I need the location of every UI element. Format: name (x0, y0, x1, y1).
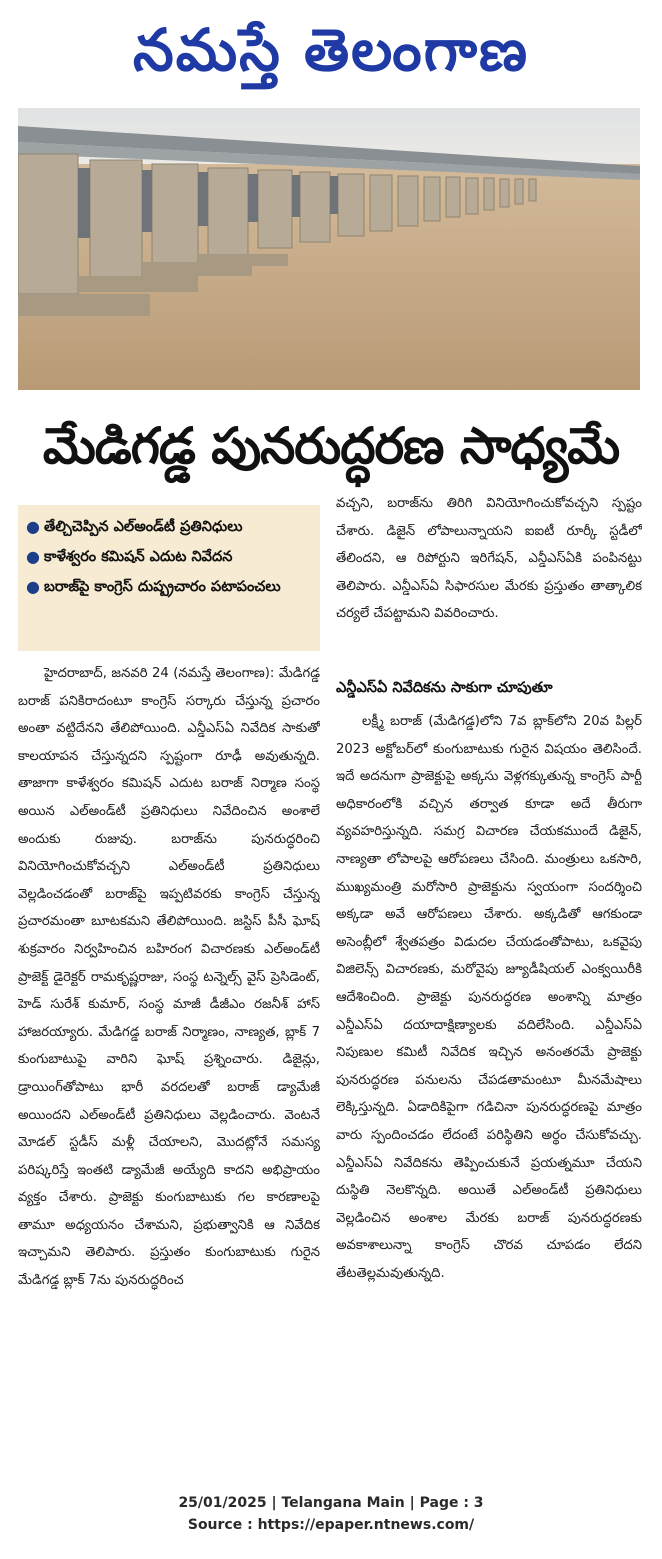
highlight-text: కాళేశ్వరం కమిషన్‌ ఎదుట నివేదన (44, 549, 233, 565)
highlight-item (26, 545, 312, 569)
page-footer (0, 1492, 662, 1536)
article-right-column-bottom (336, 708, 642, 1470)
highlight-text: తేల్చిచెప్పిన ఎల్‌అండ్‌టీ ప్రతినిధులు (44, 519, 243, 535)
article-body-text: హైదరాబాద్‌, జనవరి 24 (నమస్తే తెలంగాణ): మేడిగడ్డ బరాజ్‌ పనికిరాదంటూ కాంగ్రెస్‌ సర్కారు చేస్తున్న ప్రచారం అంతా వట్టిదేనని తేలిపోయింది. ఎన్డీఎస్‌ఏ నివేదిక సాకుతో కాలయాపన చేస్తున్నదని స్పష్టంగా రూఢీ అవుతున్నది. తాజాగా కాళేశ్వరం కమిషన్‌ ఎదుట బరాజ్‌ నిర్మాణ సంస్థ అయిన ఎల్‌అండ్‌టీ ప్రతినిధులు నివేదించిన అంశాలే అందుకు రుజువు. బరాజ్‌ను పునరుద్ధరించి వినియోగించుకోవచ్చని ఎల్‌అండ్‌టీ ప్రతినిధులు వెల్లడించడంతో బరాజ్‌పై ఇప్పటివరకు కాంగ్రెస్‌ చేస్తున్న ప్రచారమంతా బూటకమని తేలిపోయింది. జస్టిస్‌ పీసీ ఘోష్‌ శుక్రవారం నిర్వహించిన బహిరంగ విచారణకు ఎల్‌అండ్‌టీ ప్రాజెక్ట్‌ డైరెక్టర్‌ రామకృష్ణరాజు, సంస్థ టన్నెల్స్‌ వైస్‌ ప్రెసిడెంట్‌, హెడ్‌ సురేశ్‌ కుమార్‌, సంస్థ మాజీ డీజీఎం రజనీశ్‌ హాస్‌ హాజరయ్యారు. మేడిగడ్డ బరాజ్‌ నిర్మాణం, నాణ్యత, బ్లాక్‌ 7 కుంగుబాటుపై వారిని ఘోష్‌ ప్రశ్నించారు. డిజైన్లు, డ్రాయింగ్‌తోపాటు భారీ వరదలతో బరాజ్‌ డ్యామేజీ అయిందని ఎల్‌అండ్‌టీ ప్రతినిధులు వెల్లడించారు. వెంటనే మోడల్‌ స్టడీస్‌ మళ్లీ చేయాలని, మొదట్లోనే సమస్య పరిష్కరిస్తే ఇంతటి డ్యామేజీ అయ్యేది కాదని అభిప్రాయం వ్యక్తం చేశారు. ప్రాజెక్టు కుంగుబాటుకు గల కారణాలపై తామూ అధ్యయనం చేశామని, ప్రభుత్వానికి ఆ నివేదిక ఇచ్చామని తెలిపారు. ప్రస్తుతం కుంగుబాటుకు గురైన మేడిగడ్డ బ్లాక్‌ 7ను పునరుద్ధరించ (18, 666, 320, 1289)
bullet-icon: ● (26, 517, 40, 536)
footer-date-line: 25/01/2025 | Telangana Main | Page : 3 (178, 1495, 484, 1511)
bullet-icon: ● (26, 577, 40, 596)
masthead-logo: నమస్తే తెలంగాణ (133, 16, 529, 84)
section-subheading: ఎన్డీఎస్‌ఏ నివేదికను సాకుగా చూపుతూ (336, 680, 553, 696)
article-left-column (18, 660, 320, 1468)
article-right-column-top (336, 490, 642, 660)
barrage-photo-image (18, 108, 640, 390)
footer-source-line: Source : https://epaper.ntnews.com/ (187, 1517, 475, 1533)
highlight-item (26, 515, 312, 539)
article-body-text: వచ్చని, బరాజ్‌ను తిరిగి వినియోగించుకోవచ్చని స్పష్టం చేశారు. డిజైన్‌ లోపాలున్నాయని ఐఐటీ రూర్కీ స్టడీలో తేలిందని, ఆ రిపోర్టుని ఇరిగేషన్‌, ఎన్డీఎస్‌ఏకి పంపినట్టు తెలిపారు. ఎన్డీఎస్‌ఏ సిఫారసుల మేరకు ప్రస్తుతం తాత్కాలిక చర్యలే చేపట్టామని వివరించారు. (336, 496, 642, 622)
highlight-item (26, 575, 312, 599)
bullet-icon: ● (26, 547, 40, 566)
highlights-box (18, 505, 320, 651)
barrage-photo (18, 108, 640, 390)
article-body-text: లక్ష్మీ బరాజ్‌ (మేడిగడ్డ)లోని 7వ బ్లాక్‌లోని 20వ పిల్లర్‌ 2023 అక్టోబర్‌లో కుంగుబాటుకు గురైన విషయం తెలిసిందే. ఇదే అదనుగా ప్రాజెక్టుపై అక్కసు వెళ్లగక్కుతున్న కాంగ్రెస్‌ పార్టీ అధికారంలోకి వచ్చిన తర్వాత కూడా అదే తీరుగా వ్యవహరిస్తున్నది. సమగ్ర విచారణ చేయకముందే డిజైన్‌, నాణ్యతా లోపాలపై ఆరోపణలు చేసింది. మంత్రులు ఒకసారి, ముఖ్యమంత్రి మరోసారి ప్రాజెక్టును స్వయంగా సందర్శించి అక్కడా అవే ఆరోపణలు చేశారు. అక్కడితో ఆగకుండా అసెంబ్లీలో శ్వేతపత్రం విడుదల చేయడంతోపాటు, ఒకవైపు విజిలెన్స్‌ విచారణకు, మరోవైపు జ్యూడీషియల్‌ ఎంక్వయిరీకి ఆదేశించింది. ప్రాజెక్టు పునరుద్ధరణ అంశాన్ని మాత్రం ఎన్డీఎస్‌ఏ దయాదాక్షిణ్యాలకు వదిలేసింది. ఎన్డీఎస్‌ఏ నిపుణుల కమిటీ నివేదిక ఇచ్చిన అనంతరమే ప్రాజెక్టు పునరుద్ధరణ పనులను చేపడతామంటూ మీనమేషాలు లెక్కిస్తున్నది. ఏడాదికిపైగా గడిచినా పునరుద్ధరణపై మాత్రం వారు స్పందించడం లేదంటే పరిస్థితిని అర్థం చేసుకోవచ్చు. ఎన్డీఎస్‌ఏ నివేదికను తెప్పించుకునే ప్రయత్నమూ చేయని దుస్థితి నెలకొన్నది. అయితే ఎల్‌అండ్‌టీ ప్రతినిధులు వెల్లడించిన అంశాల మేరకు బరాజ్‌ పునరుద్ధరణకు అవకాశాలున్నా కాంగ్రెస్‌ చొరవ చూపడం లేదని తేటతెల్లమవుతున్నది. (336, 714, 642, 1281)
headline: మేడిగడ్డ పునరుద్ధరణ సాధ్యమే (42, 416, 620, 475)
highlight-text: బరాజ్‌పై కాంగ్రెస్‌ దుష్ప్రచారం పటాపంచలు (44, 579, 281, 595)
